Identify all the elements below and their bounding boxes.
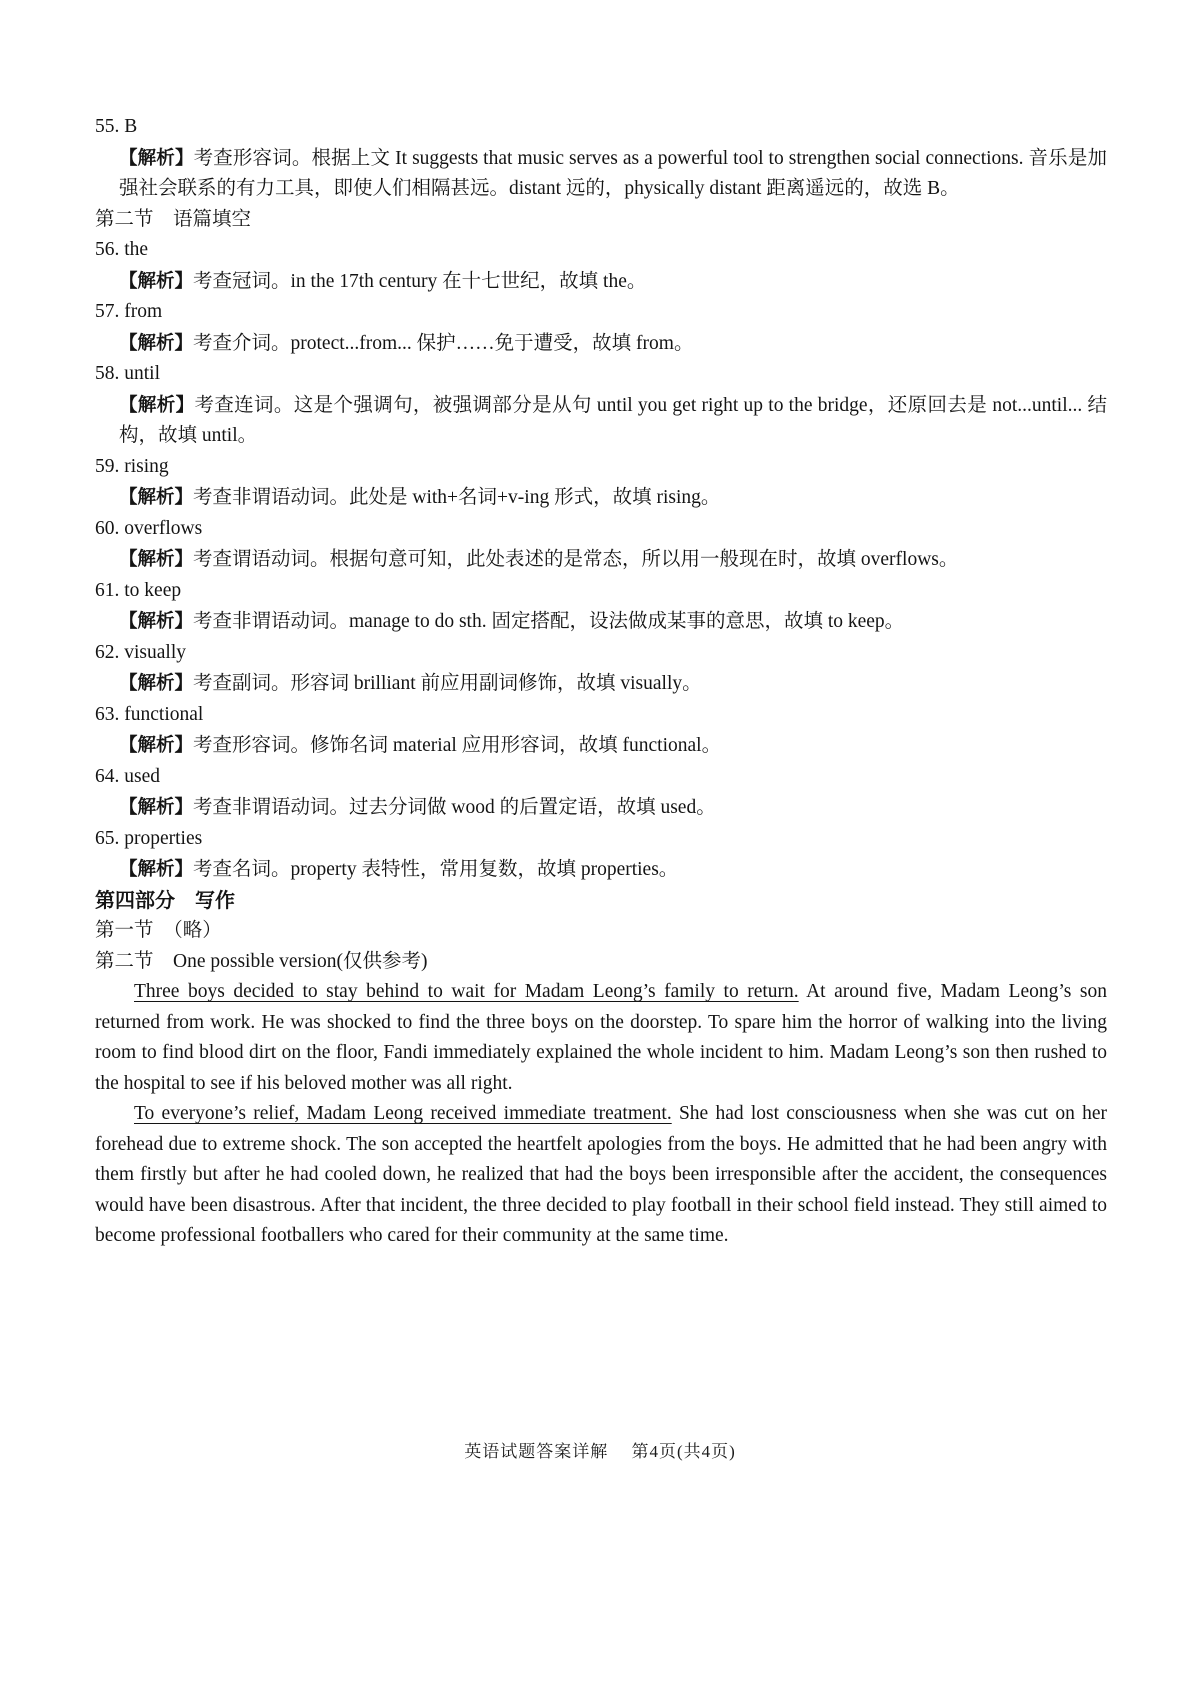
answer-number: 60. overflows (95, 517, 203, 539)
answer-number: 65. properties (95, 827, 203, 849)
section-header-omitted: 第一节 （略） (95, 920, 222, 941)
answer-number: 58. until (95, 363, 161, 384)
answer-item-56 (95, 235, 1107, 297)
part-header-writing: 第四部分 写作 (95, 889, 235, 912)
essay-body-text-2: She had lost consciousness when she was cut on her forehead due to extreme shock. The son accepted the heartfelt apologies from the boys. He admitted that he had been angry with them firstly but after he had cooled down, he realized that had the boys been irresponsible after the accident, the consequences would have been disastrous. After that incident, the three decided to play football in their school field instead. They still aimed to become professional footballers who cared for their community at the same time. (95, 1103, 1107, 1246)
answer-explanation (119, 328, 1107, 360)
analysis-text: 考查介词。protect...from... 保护……免于遭受，故填 from。 (193, 332, 694, 354)
analysis-text: 考查形容词。根据上文 It suggests that music serves as a powerful tool to strengthen social connections. 音乐是加强社会联系的有力工具，即使人们相隔甚远。distant 远的，physically distant 距离遥远的，故选 B。 (119, 147, 1107, 199)
analysis-text: 考查非谓语动词。manage to do sth. 固定搭配，设法做成某事的意思，故填 to keep。 (193, 611, 905, 632)
answer-item-55 (95, 112, 1107, 205)
section-header-possible-version: 第二节 One possible version(仅供参考) (95, 950, 428, 972)
essay-paragraph-1 (95, 977, 1107, 1099)
answer-number: 59. rising (95, 455, 169, 477)
essay-topic-sentence-1: Three boys decided to stay behind to wait for Madam Leong’s family to return. (134, 981, 799, 1002)
analysis-text: 考查非谓语动词。此处是 with+名词+v-ing 形式，故填 rising。 (193, 487, 721, 508)
analysis-label: 【解析】 (119, 734, 194, 755)
answer-explanation (119, 143, 1107, 205)
document-content (95, 112, 1107, 1252)
analysis-text: 考查非谓语动词。过去分词做 wood 的后置定语，故填 used。 (193, 797, 716, 818)
answer-item-61 (95, 576, 1107, 638)
page-footer: 英语试题答案详解 第4页(共4页) (464, 1442, 736, 1461)
answer-explanation (119, 854, 1107, 886)
answer-number: 61. to keep (95, 579, 182, 601)
section-header-cloze: 第二节 语篇填空 (95, 208, 252, 230)
answer-item-59 (95, 452, 1107, 514)
answer-explanation (119, 544, 1107, 576)
analysis-label: 【解析】 (119, 393, 195, 415)
essay-topic-sentence-2: To everyone’s relief, Madam Leong received immediate treatment. (134, 1103, 672, 1124)
answer-number: 57. from (95, 301, 163, 322)
essay-body-text-1: At around five, Madam Leong’s son returned from work. He was shocked to find the three boys on the doorstep. To spare him the horror of walking into the living room to find blood dirt on the floor, Fandi immediately explained the whole incident to him. Madam Leong’s son then rushed to the hospital to see if his beloved mother was all right. (95, 981, 1107, 1094)
essay-paragraph-2 (95, 1099, 1107, 1252)
answer-explanation (119, 390, 1107, 452)
answer-number: 55. B (95, 116, 138, 137)
answer-explanation (119, 730, 1107, 762)
answer-number: 62. visually (95, 641, 186, 663)
analysis-label: 【解析】 (119, 796, 194, 817)
answer-explanation (119, 668, 1107, 700)
analysis-label: 【解析】 (119, 610, 194, 631)
answer-item-57 (95, 297, 1107, 359)
analysis-label: 【解析】 (119, 331, 194, 353)
answer-explanation (119, 482, 1107, 514)
analysis-label: 【解析】 (119, 672, 194, 693)
analysis-text: 考查副词。形容词 brilliant 前应用副词修饰，故填 visually。 (193, 673, 702, 694)
analysis-label: 【解析】 (119, 858, 194, 879)
analysis-label: 【解析】 (119, 548, 194, 569)
analysis-text: 考查名词。property 表特性，常用复数，故填 properties。 (193, 859, 679, 880)
analysis-label: 【解析】 (119, 146, 194, 168)
analysis-text: 考查谓语动词。根据句意可知，此处表述的是常态，所以用一般现在时，故填 overflows。 (193, 549, 959, 570)
answer-item-58 (95, 359, 1107, 452)
analysis-text: 考查形容词。修饰名词 material 应用形容词，故填 functional。 (193, 735, 722, 756)
analysis-text: 考查连词。这是个强调句，被强调部分是从句 until you get right up to the bridge，还原回去是 not...until... 结构，故填 until。 (119, 394, 1107, 446)
answer-item-60 (95, 514, 1107, 576)
answer-item-63 (95, 700, 1107, 762)
answer-item-64 (95, 762, 1107, 824)
answer-item-62 (95, 638, 1107, 700)
analysis-label: 【解析】 (119, 486, 194, 507)
analysis-text: 考查冠词。in the 17th century 在十七世纪，故填 the。 (193, 270, 647, 292)
answer-explanation (119, 606, 1107, 638)
analysis-label: 【解析】 (119, 269, 194, 291)
answer-explanation (119, 266, 1107, 298)
answer-number: 63. functional (95, 703, 204, 725)
answer-explanation (119, 792, 1107, 824)
answer-number: 64. used (95, 765, 160, 787)
answer-number: 56. the (95, 239, 149, 260)
answer-item-65 (95, 824, 1107, 886)
